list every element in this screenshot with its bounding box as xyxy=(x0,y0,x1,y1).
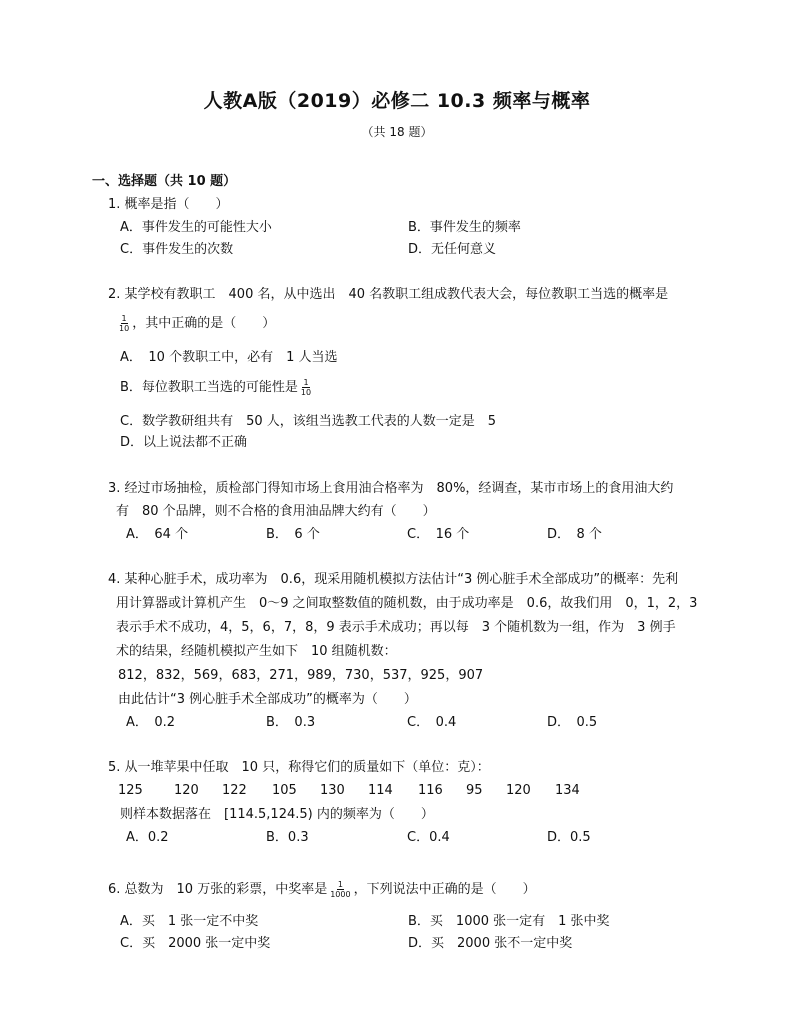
question-4-line6: 由此估计“3 例心脏手术全部成功”的概率为（ ） xyxy=(118,692,417,707)
question-6-option-c: C．买 2000 张一定中奖 xyxy=(120,936,271,951)
question-3-line2: 有 80 个品牌，则不合格的食用油品牌大约有（ ） xyxy=(116,504,436,519)
question-2-option-b: B．每位教职工当选的可能性是 $\frac{1}{10}$ xyxy=(120,378,312,397)
question-2-option-c: C．数学教研组共有 50 人，该组当选教工代表的人数一定是 5 xyxy=(120,414,497,429)
question-3-line1: 3. 经过市场抽检，质检部门得知市场上食用油合格率为 80%，经调查，某市市场上的食用油大约 xyxy=(108,481,674,496)
question-5-option-d: D．0.5 xyxy=(547,830,591,845)
question-4-option-d: D． 0.5 xyxy=(547,715,598,730)
question-4-option-a: A． 0.2 xyxy=(126,715,176,730)
question-4-random-numbers: 812，832，569，683，271，989，730，537，925，907 xyxy=(118,668,484,683)
question-5-mass-1: 125 xyxy=(118,783,143,798)
question-5-option-a: A．0.2 xyxy=(126,830,169,845)
question-6-option-d: D．买 2000 张不一定中奖 xyxy=(408,936,573,951)
question-4-line3: 表示手术不成功，4，5，6，7，8，9 表示手术成功；再以每 3 个随机数为一组，作为 3 例手 xyxy=(116,620,676,635)
question-3-option-b: B． 6 个 xyxy=(266,527,320,542)
question-4-line2: 用计算器或计算机产生 0～9 之间取整数值的随机数，由于成功率是 0.6，故我们用 0，1，2，3 xyxy=(116,596,698,611)
fraction-one-thousandth: $\frac{1}{1000}$ xyxy=(330,880,351,899)
section-heading: 一、选择题（共 10 题） xyxy=(92,174,237,189)
question-6-option-b: B．买 1000 张一定有 1 张中奖 xyxy=(408,914,610,929)
question-3-option-d: D． 8 个 xyxy=(547,527,602,542)
question-5-option-c: C．0.4 xyxy=(407,830,450,845)
question-5-mass-7: 116 xyxy=(418,783,443,798)
question-5-line1: 5. 从一堆苹果中任取 10 只，称得它们的质量如下（单位：克）： xyxy=(108,760,490,775)
question-3-option-c: C． 16 个 xyxy=(407,527,470,542)
question-5-mass-4: 105 xyxy=(272,783,297,798)
question-5-mass-10: 134 xyxy=(555,783,580,798)
question-6-option-a: A．买 1 张一定不中奖 xyxy=(120,914,259,929)
question-4-option-b: B． 0.3 xyxy=(266,715,316,730)
question-3-option-a: A． 64 个 xyxy=(126,527,189,542)
fraction-one-tenth: $\frac{1}{10}$ xyxy=(300,378,312,397)
question-2-option-d: D．以上说法都不正确 xyxy=(120,435,248,450)
question-4-line4: 术的结果，经随机模拟产生如下 10 组随机数： xyxy=(116,644,397,659)
question-count: （共 18 题） xyxy=(361,125,433,139)
question-1-option-b: B．事件发生的频率 xyxy=(408,220,521,235)
question-2-stem-line1: 2. 某学校有教职工 400 名，从中选出 40 名教职工组成教代表大会，每位教职工当选的概率是 xyxy=(108,287,669,302)
question-5-option-b: B．0.3 xyxy=(266,830,309,845)
question-5-mass-9: 120 xyxy=(506,783,531,798)
question-5-mass-6: 114 xyxy=(368,783,393,798)
question-1-option-a: A．事件发生的可能性大小 xyxy=(120,220,272,235)
question-5-mass-5: 130 xyxy=(320,783,345,798)
question-2-stem-line2: $\frac{1}{10}$ ，其中正确的是（ ） xyxy=(119,314,276,333)
question-5-mass-8: 95 xyxy=(466,783,483,798)
fraction-one-tenth: $\frac{1}{10}$ xyxy=(119,314,130,333)
question-1-option-d: D．无任何意义 xyxy=(408,242,497,257)
question-1-stem: 1. 概率是指（ ） xyxy=(108,197,229,212)
question-4-line1: 4. 某种心脏手术，成功率为 0.6，现采用随机模拟方法估计“3 例心脏手术全部成功”的概率：先利 xyxy=(108,572,679,587)
question-6-stem: 6. 总数为 10 万张的彩票，中奖率是 $\frac{1}{1000}$ ，下列说法中正确的是（ ） xyxy=(108,880,536,899)
question-4-option-c: C． 0.4 xyxy=(407,715,457,730)
question-5-mass-3: 122 xyxy=(222,783,247,798)
page-title: 人教A版（2019）必修二 10.3 频率与概率 xyxy=(203,90,591,112)
question-5-line3: 则样本数据落在 [114.5,124.5) 内的频率为（ ） xyxy=(120,807,434,822)
question-1-option-c: C．事件发生的次数 xyxy=(120,242,234,257)
question-5-mass-2: 120 xyxy=(174,783,199,798)
question-2-option-a: A． 10 个教职工中，必有 1 人当选 xyxy=(120,350,338,365)
